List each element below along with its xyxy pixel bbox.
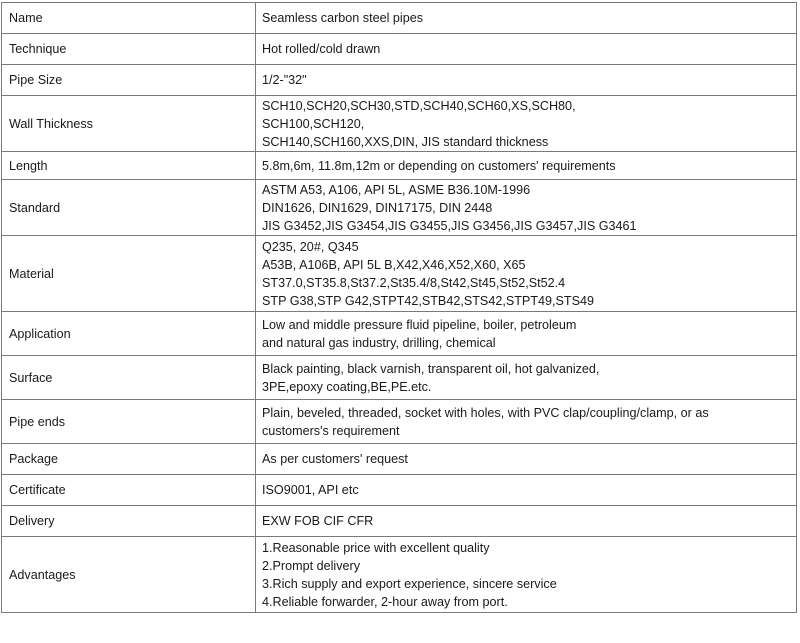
- row-value: [256, 236, 797, 312]
- value-line: 2.Prompt delivery: [262, 558, 360, 573]
- value-line: Q235, 20#, Q345: [262, 239, 359, 254]
- value-line: 1.Reasonable price with excellent quality: [262, 540, 490, 555]
- row-value: [256, 356, 797, 400]
- row-value: [256, 180, 797, 236]
- value-line: A53B, A106B, API 5L B,X42,X46,X52,X60, X65: [262, 257, 526, 272]
- value-line: 4.Reliable forwarder, 2-hour away from port.: [262, 594, 508, 609]
- value-line: As per customers' request: [262, 452, 408, 466]
- row-label: Package: [2, 444, 256, 475]
- table-row: [2, 400, 797, 444]
- value-line: JIS G3452,JIS G3454,JIS G3455,JIS G3456,JIS G3457,JIS G3461: [262, 218, 637, 233]
- row-value: [256, 400, 797, 444]
- row-label: Technique: [2, 34, 256, 65]
- table-row: [2, 65, 797, 96]
- row-value: [256, 506, 797, 537]
- value-line: SCH100,SCH120,: [262, 116, 365, 131]
- row-label: Delivery: [2, 506, 256, 537]
- value-line: Low and middle pressure fluid pipeline, boiler, petroleum: [262, 317, 577, 332]
- row-label: Standard: [2, 180, 256, 236]
- row-label: Length: [2, 152, 256, 180]
- row-value: [256, 537, 797, 613]
- value-line: 5.8m,6m, 11.8m,12m or depending on customers' requirements: [262, 158, 616, 173]
- row-label: Wall Thickness: [2, 96, 256, 152]
- table-row: [2, 180, 797, 236]
- row-label: Material: [2, 236, 256, 312]
- value-line: and natural gas industry, drilling, chemical: [262, 335, 496, 350]
- row-value: [256, 3, 797, 34]
- value-line: ISO9001, API etc: [262, 483, 359, 497]
- row-value: [256, 312, 797, 356]
- row-label: Application: [2, 312, 256, 356]
- table-row: [2, 356, 797, 400]
- value-line: ST37.0,ST35.8,St37.2,St35.4/8,St42,St45,St52,St52.4: [262, 275, 566, 290]
- value-line: DIN1626, DIN1629, DIN17175, DIN 2448: [262, 200, 493, 215]
- table-row: [2, 34, 797, 65]
- row-value: [256, 444, 797, 475]
- value-line: customers's requirement: [262, 423, 400, 438]
- value-line: SCH140,SCH160,XXS,DIN, JIS standard thickness: [262, 134, 549, 149]
- value-line: EXW FOB CIF CFR: [262, 514, 374, 528]
- table-row: [2, 444, 797, 475]
- value-line: Plain, beveled, threaded, socket with holes, with PVC clap/coupling/clamp, or as: [262, 405, 709, 420]
- table-row: [2, 506, 797, 537]
- row-value: [256, 96, 797, 152]
- row-label: Certificate: [2, 475, 256, 506]
- row-label: Surface: [2, 356, 256, 400]
- table-row: [2, 236, 797, 312]
- row-label: Pipe Size: [2, 65, 256, 96]
- value-line: 3PE,epoxy coating,BE,PE.etc.: [262, 379, 432, 394]
- table-row: [2, 3, 797, 34]
- row-value: [256, 152, 797, 180]
- row-label: Name: [2, 3, 256, 34]
- row-value: [256, 65, 797, 96]
- table-row: [2, 312, 797, 356]
- value-line: ASTM A53, A106, API 5L, ASME B36.10M-1996: [262, 182, 531, 197]
- value-line: 3.Rich supply and export experience, sincere service: [262, 576, 557, 591]
- value-line: SCH10,SCH20,SCH30,STD,SCH40,SCH60,XS,SCH80,: [262, 98, 576, 113]
- value-line: 1/2-"32": [262, 73, 307, 87]
- value-line: Seamless carbon steel pipes: [262, 11, 424, 25]
- table-row: [2, 96, 797, 152]
- table-row: [2, 475, 797, 506]
- row-value: [256, 34, 797, 65]
- spec-table: [1, 2, 797, 613]
- row-label: Pipe ends: [2, 400, 256, 444]
- row-label: Advantages: [2, 537, 256, 613]
- table-row: [2, 537, 797, 613]
- value-line: Black painting, black varnish, transparent oil, hot galvanized,: [262, 361, 600, 376]
- value-line: Hot rolled/cold drawn: [262, 42, 381, 56]
- row-value: [256, 475, 797, 506]
- value-line: STP G38,STP G42,STPT42,STB42,STS42,STPT49,STS49: [262, 293, 595, 308]
- table-row: [2, 152, 797, 180]
